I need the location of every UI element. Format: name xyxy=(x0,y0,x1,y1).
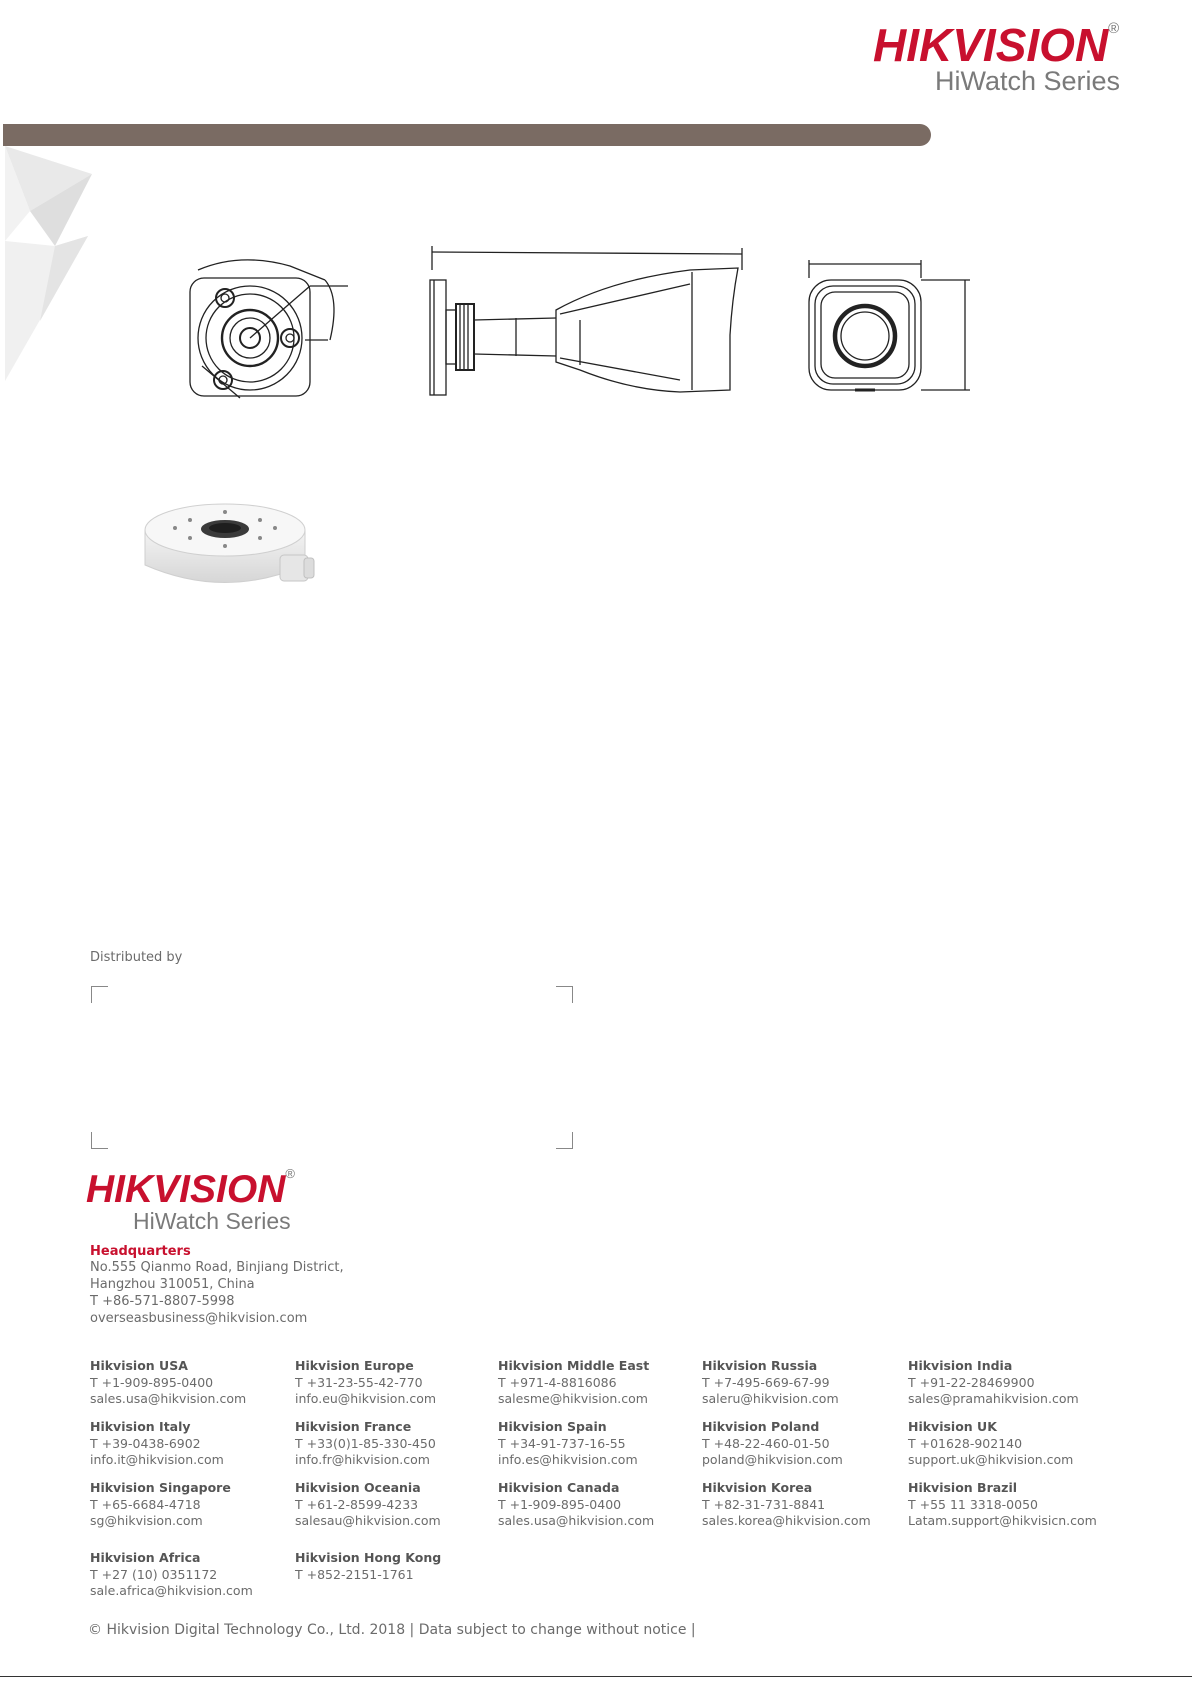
office-india xyxy=(908,1358,1108,1408)
office-phone: T +48-22-460-01-50 xyxy=(702,1435,830,1451)
office-usa xyxy=(90,1358,290,1408)
office-canada xyxy=(498,1480,698,1530)
office-phone: T +55 11 3318-0050 xyxy=(908,1496,1038,1512)
office-email[interactable]: info.it@hikvision.com xyxy=(90,1452,224,1467)
office-phone: T +1-909-895-0400 xyxy=(90,1374,214,1390)
office-name: Hikvision Europe xyxy=(295,1358,414,1373)
logo-vision-text: VISION xyxy=(952,19,1109,71)
office-uk xyxy=(908,1419,1108,1469)
distributor-box-corner-tr xyxy=(556,986,573,1003)
office-name: Hikvision Africa xyxy=(90,1550,201,1565)
office-name: Hikvision UK xyxy=(908,1419,997,1434)
office-email[interactable]: sg@hikvision.com xyxy=(90,1513,203,1528)
office-name: Hikvision Italy xyxy=(90,1419,191,1434)
headquarters-block xyxy=(90,1244,344,1327)
office-email[interactable]: saleru@hikvision.com xyxy=(702,1391,839,1406)
registered-mark: ® xyxy=(1108,20,1120,37)
office-name: Hikvision India xyxy=(908,1358,1013,1373)
office-email[interactable]: info.fr@hikvision.com xyxy=(295,1452,430,1467)
office-name: Hikvision Canada xyxy=(498,1480,620,1495)
distributor-box-corner-bl xyxy=(91,1132,108,1149)
headquarters-phone: T +86-571-8807-5998 xyxy=(90,1294,235,1309)
office-email[interactable]: Latam.support@hikvisicn.com xyxy=(908,1513,1097,1528)
office-phone: T +39-0438-6902 xyxy=(90,1435,201,1451)
footer-logo-vision-text: VISION xyxy=(153,1168,286,1211)
office-phone: T +91-22-28469900 xyxy=(908,1374,1035,1390)
camera-side-view-drawing xyxy=(430,240,750,400)
office-phone: T +65-6684-4718 xyxy=(90,1496,201,1512)
headquarters-address-line-1: No.555 Qianmo Road, Binjiang District, xyxy=(90,1260,344,1275)
office-name: Hikvision Korea xyxy=(702,1480,813,1495)
office-email[interactable]: info.es@hikvision.com xyxy=(498,1452,638,1467)
office-name: Hikvision Oceania xyxy=(295,1480,421,1495)
office-name: Hikvision Singapore xyxy=(90,1480,231,1495)
logo-hik-text: HIK xyxy=(873,19,953,71)
distributor-box-corner-br xyxy=(556,1132,573,1149)
office-phone: T +82-31-731-8841 xyxy=(702,1496,826,1512)
footer-logo xyxy=(86,1166,295,1212)
decorative-triangles xyxy=(0,146,100,386)
distributor-box-corner-tl xyxy=(91,986,108,1003)
header-logo xyxy=(873,18,1119,72)
junction-box-image xyxy=(140,500,315,600)
office-email[interactable]: sale.africa@hikvision.com xyxy=(90,1583,253,1598)
office-hong-kong xyxy=(295,1550,495,1583)
office-email[interactable]: support.uk@hikvision.com xyxy=(908,1452,1074,1467)
office-africa xyxy=(90,1550,290,1600)
office-singapore xyxy=(90,1480,290,1530)
office-name: Hikvision USA xyxy=(90,1358,188,1373)
office-name: Hikvision Spain xyxy=(498,1419,607,1434)
header-series-label: HiWatch Series xyxy=(935,66,1121,96)
footer-registered-mark: ® xyxy=(285,1166,295,1181)
bottom-rule xyxy=(0,1676,1192,1677)
office-name: Hikvision Hong Kong xyxy=(295,1550,442,1565)
office-phone: T +971-4-8816086 xyxy=(498,1374,617,1390)
office-email[interactable]: info.eu@hikvision.com xyxy=(295,1391,437,1406)
office-russia xyxy=(702,1358,902,1408)
headquarters-email[interactable]: overseasbusiness@hikvision.com xyxy=(90,1311,308,1326)
office-name: Hikvision Poland xyxy=(702,1419,820,1434)
office-phone: T +7-495-669-67-99 xyxy=(702,1374,830,1390)
office-phone: T +31-23-55-42-770 xyxy=(295,1374,423,1390)
office-middle-east xyxy=(498,1358,698,1408)
office-phone: T +33(0)1-85-330-450 xyxy=(295,1435,436,1451)
office-phone: T +1-909-895-0400 xyxy=(498,1496,622,1512)
office-email[interactable]: sales.usa@hikvision.com xyxy=(90,1391,247,1406)
office-phone: T +01628-902140 xyxy=(908,1435,1023,1451)
footer-logo-hik-text: HIK xyxy=(86,1168,154,1211)
footer-series-label: HiWatch Series xyxy=(133,1208,291,1234)
office-email[interactable]: poland@hikvision.com xyxy=(702,1452,843,1467)
office-name: Hikvision Russia xyxy=(702,1358,818,1373)
camera-front-view-drawing xyxy=(805,258,985,398)
office-italy xyxy=(90,1419,290,1469)
office-email[interactable]: sales@pramahikvision.com xyxy=(908,1391,1079,1406)
office-europe xyxy=(295,1358,495,1408)
office-phone: T +34-91-737-16-55 xyxy=(498,1435,626,1451)
header-divider-bar xyxy=(3,124,931,146)
office-name: Hikvision Brazil xyxy=(908,1480,1018,1495)
office-email[interactable]: sales.usa@hikvision.com xyxy=(498,1513,655,1528)
office-email[interactable]: sales.korea@hikvision.com xyxy=(702,1513,871,1528)
headquarters-title: Headquarters xyxy=(90,1244,191,1259)
mount-top-view-drawing xyxy=(180,258,370,408)
office-phone: T +61-2-8599-4233 xyxy=(295,1496,419,1512)
office-name: Hikvision France xyxy=(295,1419,412,1434)
office-spain xyxy=(498,1419,698,1469)
office-phone: T +27 (10) 0351172 xyxy=(90,1566,218,1582)
copyright-notice: © Hikvision Digital Technology Co., Ltd. 2018 | Data subject to change without notice | xyxy=(88,1622,696,1638)
office-oceania xyxy=(295,1480,495,1530)
office-brazil xyxy=(908,1480,1108,1530)
headquarters-address-line-2: Hangzhou 310051, China xyxy=(90,1277,255,1292)
office-phone: T +852-2151-1761 xyxy=(295,1566,414,1582)
distributed-by-label: Distributed by xyxy=(90,950,183,965)
office-email[interactable]: salesme@hikvision.com xyxy=(498,1391,648,1406)
office-france xyxy=(295,1419,495,1469)
office-korea xyxy=(702,1480,902,1530)
office-email[interactable]: salesau@hikvision.com xyxy=(295,1513,441,1528)
office-poland xyxy=(702,1419,902,1469)
office-name: Hikvision Middle East xyxy=(498,1358,650,1373)
